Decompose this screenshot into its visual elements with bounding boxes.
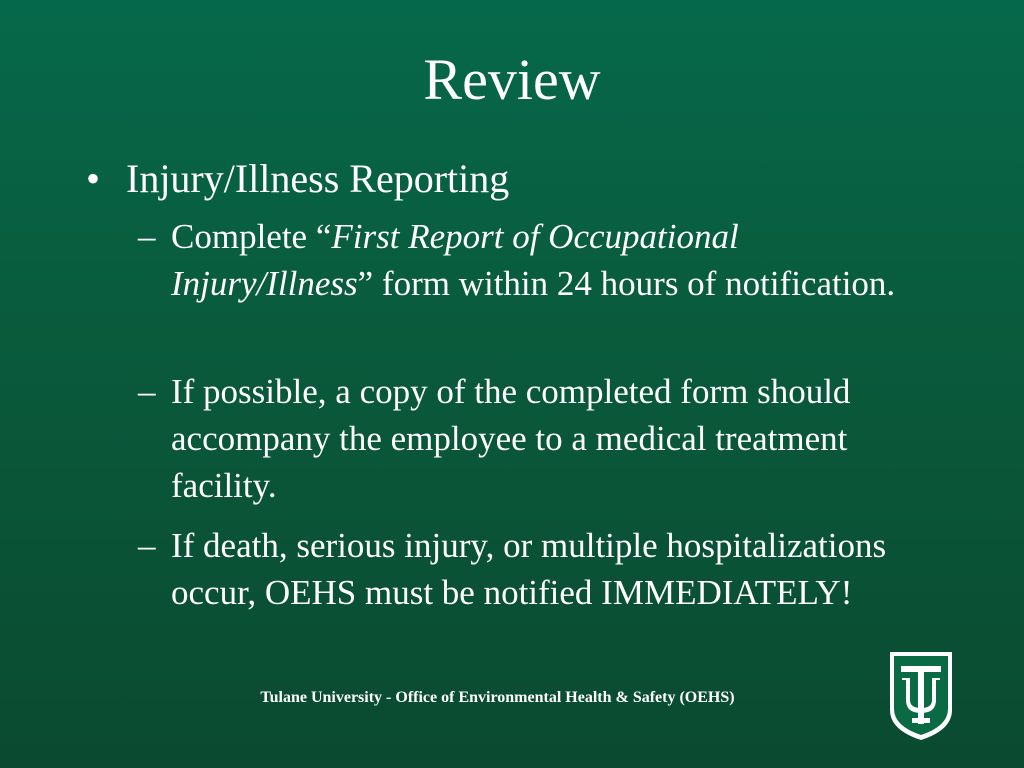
bullet-item bbox=[86, 155, 966, 203]
sub-bullet-text-pre: Complete “ bbox=[171, 217, 332, 256]
sub-bullet-1 bbox=[138, 213, 938, 307]
form-title-italic: First Report of Occupational Injury/Illness bbox=[171, 217, 739, 303]
sub-bullet-2 bbox=[138, 368, 938, 509]
bullet-dot: • bbox=[86, 156, 101, 201]
sub-bullet-dash: – bbox=[138, 372, 156, 411]
slide-title: Review bbox=[423, 47, 601, 112]
sub-bullet-text bbox=[138, 213, 938, 307]
sub-bullet-dash: – bbox=[138, 217, 156, 256]
footer-text: Tulane University - Office of Environmental Health & Safety (OEHS) bbox=[260, 689, 735, 706]
sub-bullet-text: If possible, a copy of the completed form should accompany the employee to a medical treatment facility. bbox=[171, 372, 851, 505]
sub-bullet-text: If death, serious injury, or multiple hospitalizations occur, OEHS must be notified IMMEDIATELY! bbox=[171, 526, 887, 612]
sub-bullet-dash: – bbox=[138, 526, 156, 565]
tulane-shield-logo bbox=[888, 650, 954, 742]
sub-bullet-3 bbox=[138, 522, 938, 616]
bullet-text: Injury/Illness Reporting bbox=[126, 156, 510, 201]
sub-bullet-text-post: ” form within 24 hours of notification. bbox=[357, 264, 896, 303]
